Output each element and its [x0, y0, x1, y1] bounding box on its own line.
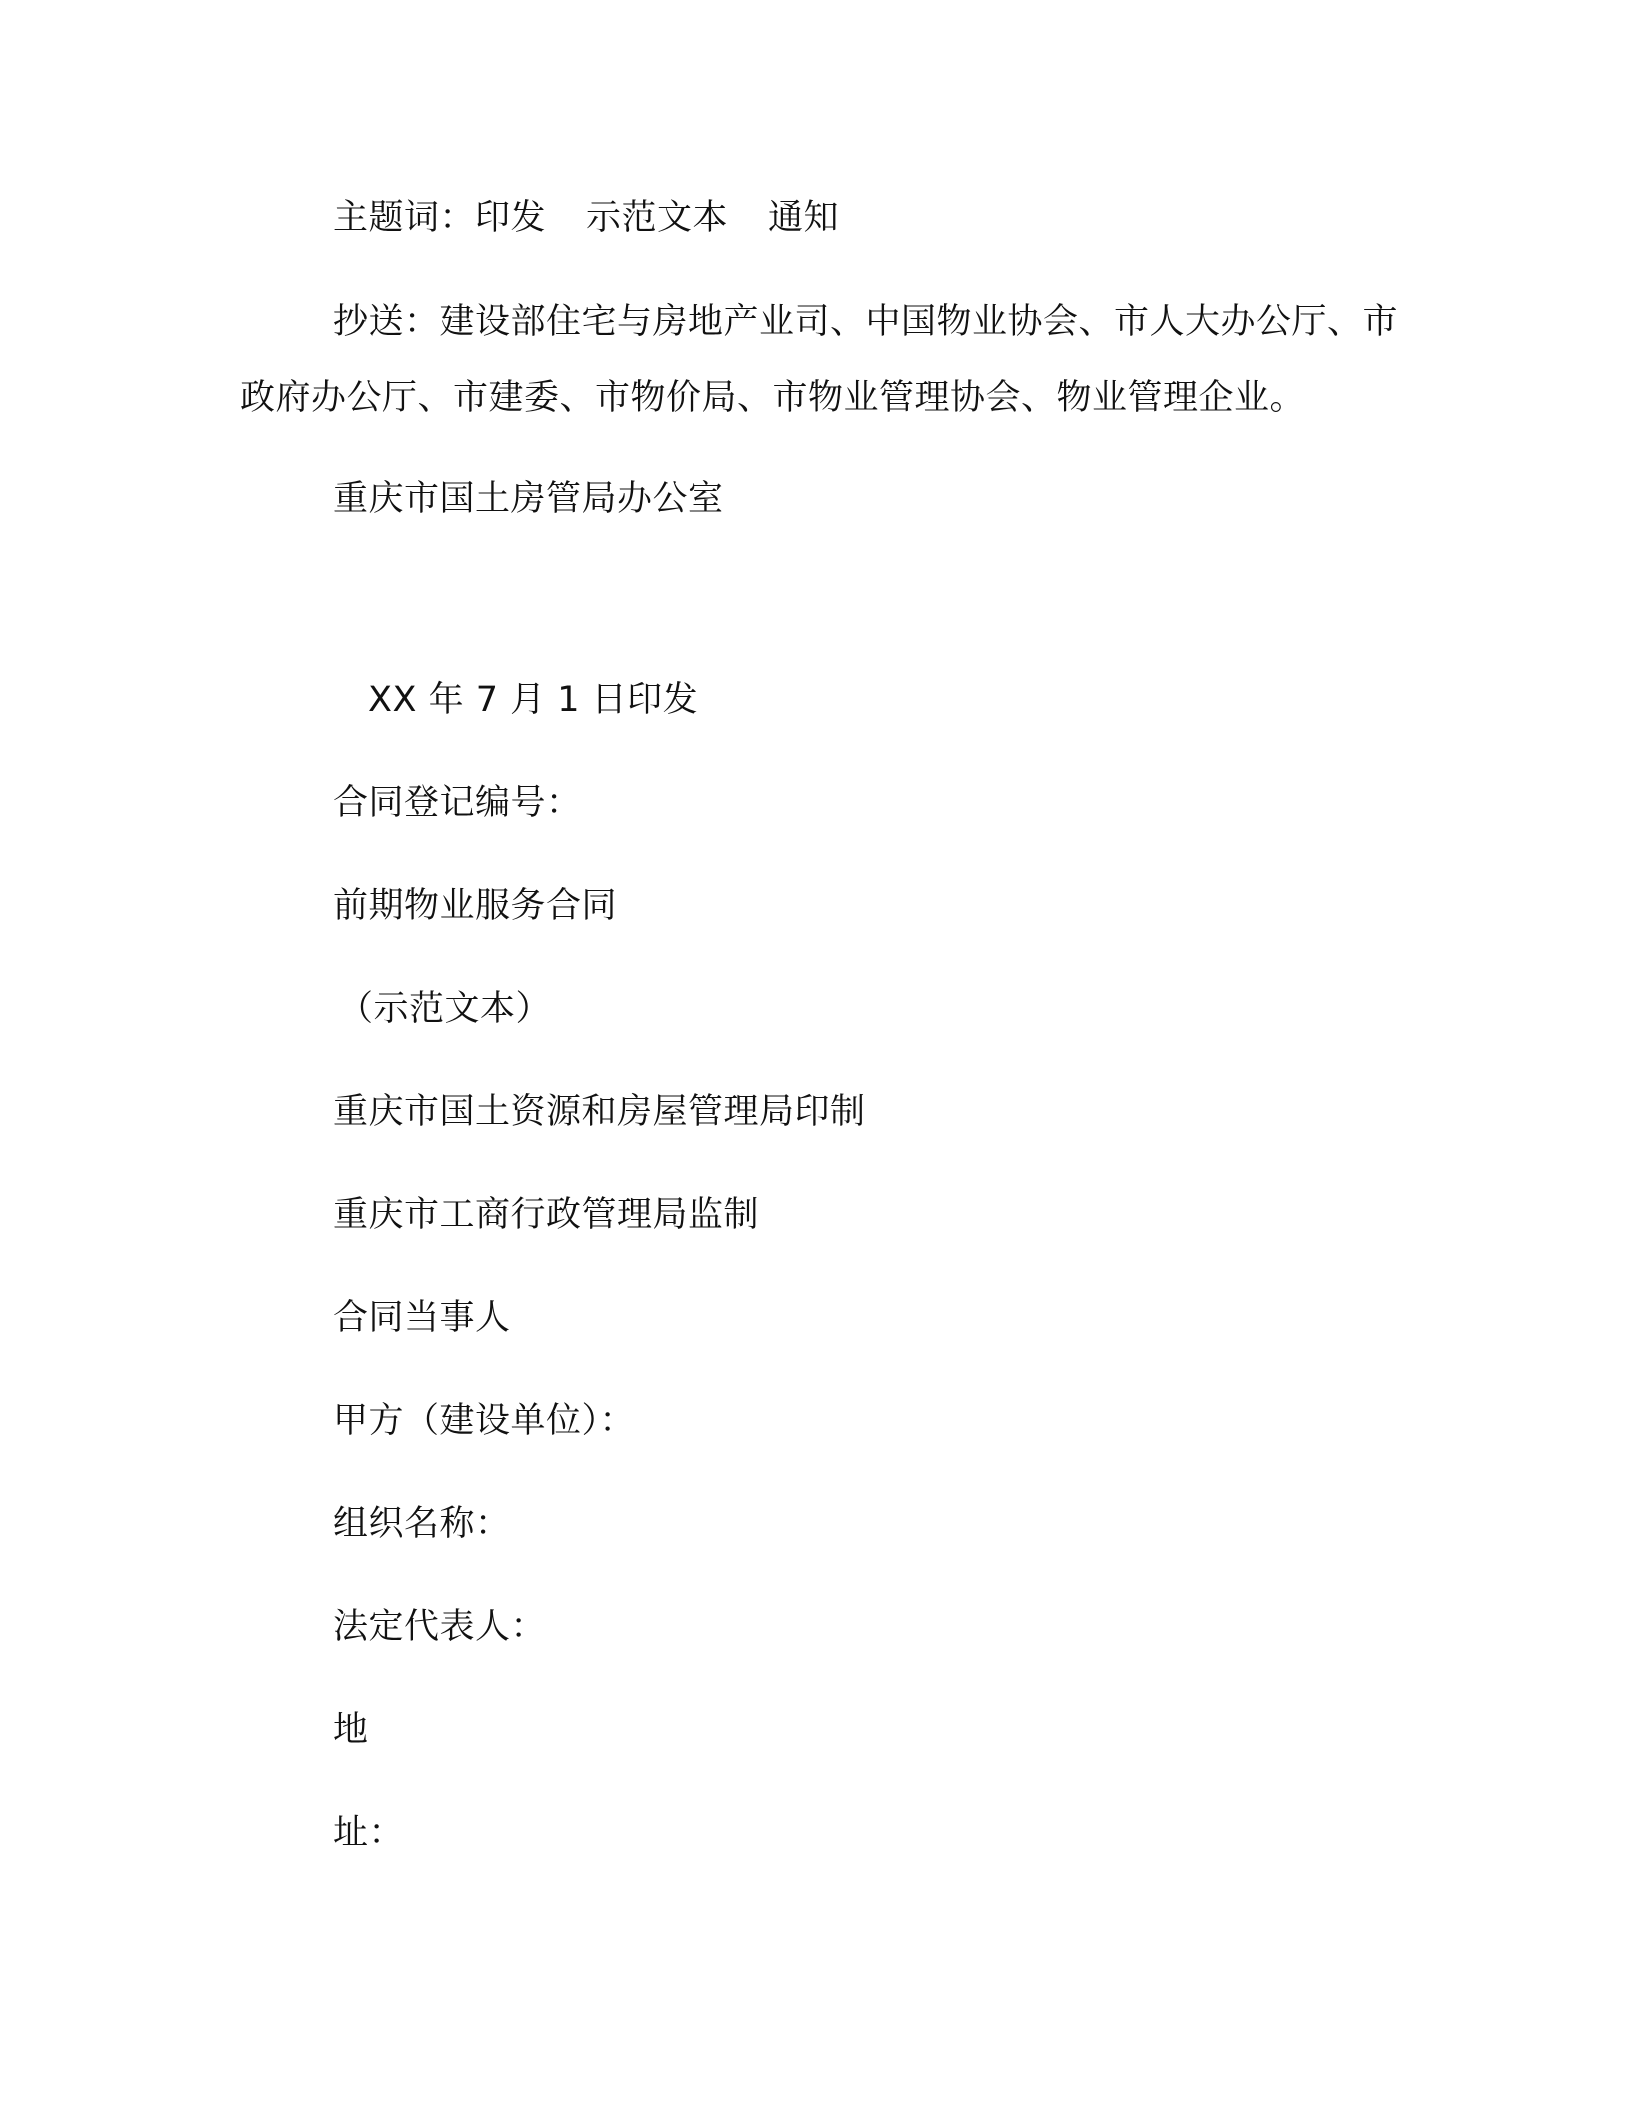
organization-name-label: 组织名称：: [333, 1504, 511, 1544]
subject-keywords: [333, 196, 839, 240]
subject-term-2: 示范文本: [586, 198, 729, 238]
cc-recipients: 抄送：建设部住宅与房地产业司、中国物业协会、市人大办公厅、市政府办公厅、市建委、市物价局、市物业管理协会、物业管理企业。: [240, 302, 1399, 418]
address-label-part-2: 址：: [333, 1813, 405, 1853]
printed-by: 重庆市国土资源和房屋管理局印制: [333, 1092, 866, 1132]
subject-label: 主题词：: [333, 198, 476, 238]
contract-registration-number: 合同登记编号：: [333, 783, 582, 823]
subject-term-1: 印发: [475, 198, 547, 238]
subject-term-3: 通知: [768, 198, 840, 238]
contract-subtitle: （示范文本）: [338, 989, 552, 1029]
issuing-office: 重庆市国土房管局办公室: [333, 479, 724, 519]
party-a-label: 甲方（建设单位）：: [333, 1401, 636, 1441]
parties-heading: 合同当事人: [333, 1298, 511, 1338]
legal-representative-label: 法定代表人：: [333, 1607, 547, 1647]
contract-title: 前期物业服务合同: [333, 886, 618, 926]
issue-date: XX 年 7 月 1 日印发: [368, 680, 699, 720]
supervised-by: 重庆市工商行政管理局监制: [333, 1195, 760, 1235]
address-label-part-1: 地: [333, 1710, 369, 1750]
